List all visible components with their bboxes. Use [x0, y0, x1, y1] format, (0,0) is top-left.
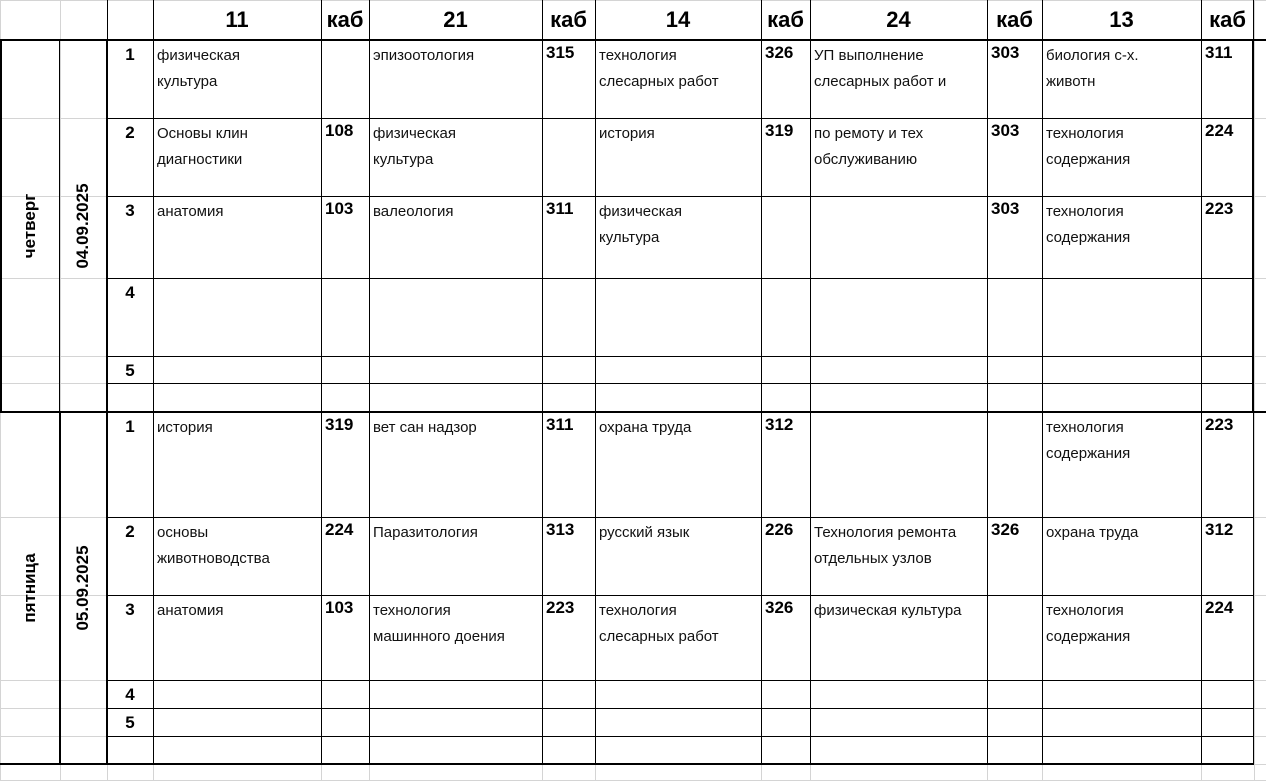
subject-cell[interactable]: [1042, 383, 1201, 412]
subject-cell[interactable]: [595, 356, 761, 383]
room-cell[interactable]: [1201, 356, 1254, 383]
subject-cell[interactable]: основы животноводства: [157, 524, 270, 567]
room-cell[interactable]: [987, 595, 1042, 680]
lesson-number[interactable]: 5: [125, 713, 135, 732]
subject-cell[interactable]: [595, 736, 761, 764]
room-cell[interactable]: 224: [1205, 598, 1234, 617]
room-cell[interactable]: 108: [325, 121, 354, 140]
group-header-13[interactable]: 13: [1109, 7, 1134, 32]
subject-cell[interactable]: [153, 356, 321, 383]
subject-cell[interactable]: [369, 680, 542, 708]
thursday-left-border: [0, 40, 2, 412]
subject-cell[interactable]: [810, 196, 987, 278]
room-cell[interactable]: [542, 708, 595, 736]
room-cell[interactable]: [761, 708, 810, 736]
date-label: 05.09.2025: [73, 545, 92, 631]
subject-cell[interactable]: [1042, 680, 1201, 708]
subject-cell[interactable]: [1042, 356, 1201, 383]
subject-cell[interactable]: [153, 383, 321, 412]
lesson-number[interactable]: 1: [125, 417, 135, 436]
lesson-number[interactable]: 1: [125, 45, 135, 64]
room-cell[interactable]: 103: [325, 199, 354, 218]
room-cell[interactable]: [321, 40, 369, 118]
subject-cell[interactable]: [369, 383, 542, 412]
room-cell[interactable]: [987, 736, 1042, 764]
subject-cell[interactable]: валеология: [373, 203, 454, 220]
subject-cell[interactable]: технология содержания: [1046, 419, 1131, 462]
room-cell[interactable]: [321, 736, 369, 764]
subject-cell[interactable]: [810, 736, 987, 764]
room-header[interactable]: каб: [996, 7, 1033, 32]
lesson-number[interactable]: 3: [125, 201, 135, 220]
subject-cell[interactable]: [1042, 278, 1201, 356]
room-cell[interactable]: 313: [546, 520, 575, 539]
room-cell[interactable]: 226: [765, 520, 794, 539]
lesson-number[interactable]: 2: [125, 123, 135, 142]
lesson-number[interactable]: 2: [125, 522, 135, 541]
lesson-number[interactable]: 4: [125, 283, 135, 302]
room-cell[interactable]: [542, 383, 595, 412]
room-cell[interactable]: [1201, 680, 1254, 708]
subject-cell[interactable]: [810, 708, 987, 736]
subject-cell[interactable]: физическая культура: [599, 203, 682, 246]
subject-cell[interactable]: Технология ремонта отдельных узлов: [814, 524, 957, 567]
room-cell[interactable]: [542, 118, 595, 196]
room-cell[interactable]: 223: [546, 598, 575, 617]
subject-cell[interactable]: история: [599, 125, 655, 142]
subject-cell[interactable]: [369, 278, 542, 356]
day-label: пятница: [20, 553, 39, 623]
subject-cell[interactable]: Паразитология: [373, 524, 478, 541]
room-cell[interactable]: [761, 680, 810, 708]
room-cell[interactable]: [761, 278, 810, 356]
subject-cell[interactable]: биология с-х. животн: [1046, 47, 1139, 90]
room-cell[interactable]: [761, 196, 810, 278]
lesson-number[interactable]: 4: [125, 685, 135, 704]
room-cell[interactable]: [1201, 278, 1254, 356]
subject-cell[interactable]: [595, 708, 761, 736]
group-header-11[interactable]: 11: [225, 7, 249, 32]
subject-cell[interactable]: технология слесарных работ: [599, 47, 719, 90]
room-cell[interactable]: [321, 278, 369, 356]
room-header[interactable]: каб: [1209, 7, 1246, 32]
room-cell[interactable]: [321, 680, 369, 708]
subject-cell[interactable]: технология содержания: [1046, 125, 1131, 168]
subject-cell[interactable]: охрана труда: [599, 419, 692, 436]
room-cell[interactable]: [542, 736, 595, 764]
room-cell[interactable]: [761, 383, 810, 412]
lesson-number[interactable]: 3: [125, 600, 135, 619]
room-cell[interactable]: 103: [325, 598, 354, 617]
subject-cell[interactable]: охрана труда: [1046, 524, 1139, 541]
room-cell[interactable]: 303: [991, 199, 1020, 218]
subject-cell[interactable]: физическая культура: [814, 602, 962, 619]
subject-cell[interactable]: технология содержания: [1046, 203, 1131, 246]
room-cell[interactable]: [1201, 708, 1254, 736]
subject-cell[interactable]: [1042, 708, 1201, 736]
room-cell[interactable]: [542, 278, 595, 356]
room-cell[interactable]: 326: [991, 520, 1020, 539]
friday-left-border: [59, 412, 61, 764]
subject-cell[interactable]: [810, 356, 987, 383]
date-label: 04.09.2025: [73, 183, 92, 269]
room-cell[interactable]: 223: [1205, 199, 1234, 218]
room-cell[interactable]: [987, 708, 1042, 736]
subject-cell[interactable]: [369, 736, 542, 764]
subject-cell[interactable]: [810, 278, 987, 356]
lesson-number[interactable]: [107, 383, 153, 412]
room-cell[interactable]: [761, 736, 810, 764]
subject-cell[interactable]: [595, 680, 761, 708]
subject-cell[interactable]: физическая культура: [157, 47, 240, 90]
subject-cell[interactable]: эпизоотология: [373, 47, 475, 64]
group-header-14[interactable]: 14: [665, 7, 691, 32]
subject-cell[interactable]: технология машинного доения: [373, 602, 505, 645]
lesson-number[interactable]: [107, 736, 153, 764]
subject-cell[interactable]: [1042, 736, 1201, 764]
room-cell[interactable]: [987, 412, 1042, 517]
room-cell[interactable]: 311: [1205, 43, 1233, 62]
subject-cell[interactable]: [595, 383, 761, 412]
subject-cell[interactable]: [810, 680, 987, 708]
subject-cell[interactable]: [153, 736, 321, 764]
subject-cell[interactable]: вет сан надзор: [373, 419, 477, 436]
room-cell[interactable]: [321, 708, 369, 736]
subject-cell[interactable]: [369, 356, 542, 383]
subject-cell[interactable]: [595, 278, 761, 356]
room-cell[interactable]: 312: [1205, 520, 1234, 539]
room-header[interactable]: каб: [326, 7, 364, 32]
day-label: четверг: [20, 193, 39, 259]
subject-cell[interactable]: [153, 708, 321, 736]
group-header-21[interactable]: 21: [443, 7, 468, 32]
room-cell[interactable]: 303: [991, 121, 1020, 140]
room-cell[interactable]: [987, 680, 1042, 708]
subject-cell[interactable]: Основы клин диагностики: [157, 125, 248, 168]
room-header[interactable]: каб: [767, 7, 804, 32]
room-cell[interactable]: [1201, 383, 1254, 412]
room-cell[interactable]: 303: [991, 43, 1020, 62]
group-header-24[interactable]: 24: [886, 7, 911, 32]
gridline-vertical: [1254, 0, 1255, 780]
room-cell[interactable]: 315: [546, 43, 575, 62]
room-cell[interactable]: [321, 356, 369, 383]
room-cell[interactable]: [1201, 736, 1254, 764]
subject-cell[interactable]: [810, 412, 987, 517]
subject-cell[interactable]: физическая культура: [373, 125, 456, 168]
room-cell[interactable]: [542, 356, 595, 383]
room-cell[interactable]: [321, 383, 369, 412]
subject-cell[interactable]: по ремоту и тех обслуживанию: [814, 125, 924, 168]
subject-cell[interactable]: УП выполнение слесарных работ и: [814, 47, 947, 90]
thursday-date-border: [59, 40, 60, 412]
room-cell[interactable]: [987, 356, 1042, 383]
room-cell[interactable]: 319: [765, 121, 794, 140]
room-header[interactable]: каб: [550, 7, 587, 32]
subject-cell[interactable]: русский язык: [599, 524, 690, 541]
room-cell[interactable]: 326: [765, 598, 794, 617]
subject-cell[interactable]: история: [157, 419, 213, 436]
subject-cell[interactable]: анатомия: [157, 203, 224, 220]
subject-cell[interactable]: анатомия: [157, 602, 224, 619]
room-cell[interactable]: 311: [546, 415, 574, 434]
room-cell[interactable]: 311: [546, 199, 574, 218]
subject-cell[interactable]: технология слесарных работ: [599, 602, 719, 645]
room-cell[interactable]: [987, 383, 1042, 412]
subject-cell[interactable]: [369, 708, 542, 736]
subject-cell[interactable]: [810, 383, 987, 412]
room-cell[interactable]: 319: [325, 415, 354, 434]
subject-cell[interactable]: технология содержания: [1046, 602, 1131, 645]
room-cell[interactable]: 312: [765, 415, 794, 434]
subject-cell[interactable]: [153, 680, 321, 708]
subject-cell[interactable]: [153, 278, 321, 356]
room-cell[interactable]: [761, 356, 810, 383]
lesson-number[interactable]: 5: [125, 361, 135, 380]
room-cell[interactable]: 224: [325, 520, 354, 539]
room-cell[interactable]: 223: [1205, 415, 1234, 434]
room-cell[interactable]: [987, 278, 1042, 356]
room-cell[interactable]: 326: [765, 43, 794, 62]
room-cell[interactable]: [542, 680, 595, 708]
room-cell[interactable]: 224: [1205, 121, 1234, 140]
